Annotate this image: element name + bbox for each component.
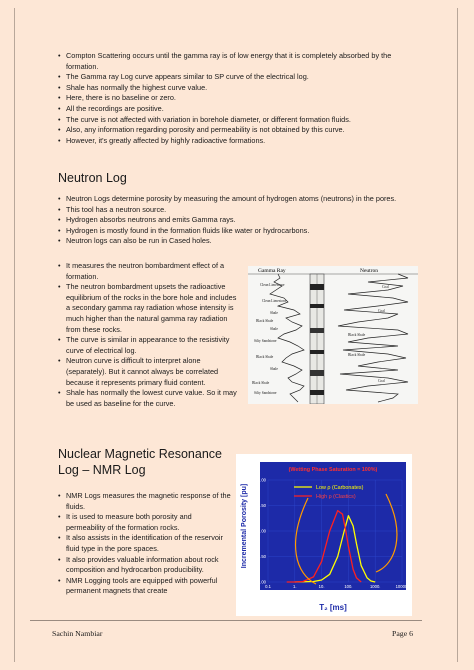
list-item: • This tool has a neutron source. [56, 205, 424, 216]
list-item: • Shale has normally the lowest curve value. So it may be used as baseline for the curve. [56, 388, 242, 409]
list-item: • Hydrogen is mostly found in the formation fluids like water or hydrocarbons. [56, 226, 424, 237]
lithology-label: Black Shale [256, 355, 274, 359]
lithology-label: Shale [270, 311, 278, 315]
x-axis-label: T₂ [ms] [319, 603, 347, 612]
y-tick-label: 1.00 [257, 528, 266, 534]
plot-area [257, 462, 406, 590]
legend-label-high: High ρ (Clastics) [316, 494, 356, 500]
list-item: • Shale has normally the highest curve value. [56, 83, 424, 94]
log-header-right: Neutron [360, 268, 379, 274]
list-item: • The neutron bombardment upsets the radioactive equilibrium of the rocks in the bore hole and includes a secondary gamma ray radiation whose intensity is much higher than the natural gamma ray radiation from these rocks. [56, 282, 242, 335]
list-item: • Hydrogen absorbs neutrons and emits Gamma rays. [56, 215, 424, 226]
lithology-label: Clean Limestone [262, 299, 287, 303]
nmr-heading-line1: Nuclear Magnetic Resonance [58, 447, 222, 461]
x-tick-label: 10000. [395, 584, 409, 589]
lithology-label: Clean Limestone [260, 283, 285, 287]
lithology-label: Black Shale [348, 353, 366, 357]
list-item: • It is used to measure both porosity and permeability of the formation rocks. [56, 512, 232, 533]
list-item: • The curve is similar in appearance to the resistivity curve of electrical log. [56, 335, 242, 356]
nmr-bullet-list [56, 491, 232, 597]
y-tick-label: 2.00 [257, 477, 266, 483]
lithology-label: Silty Sandstone [254, 339, 277, 343]
footer-author: Sachin Nambiar [52, 629, 103, 638]
list-item: • Here, there is no baseline or zero. [56, 93, 424, 104]
lithology-label: Black Shale [252, 381, 270, 385]
y-axis-label: Incremental Porosity [pu] [241, 483, 248, 569]
gamma-ray-bullet-list [56, 51, 424, 146]
list-item: • Neutron Logs determine porosity by measuring the amount of hydrogen atoms (neutrons) in the pores. [56, 194, 424, 205]
lithology-block [310, 304, 324, 308]
y-tick-label: 0.00 [257, 579, 266, 585]
lithology-block [310, 328, 324, 333]
list-item: • The curve is not affected with variation in borehole diameter, or different formation fluids. [56, 115, 424, 126]
neutron-bullet-list-narrow [56, 261, 242, 409]
lithology-block [310, 370, 324, 376]
lithology-label: Shale [270, 367, 278, 371]
list-item: • Also, any information regarding porosity and permeability is not obtained by this curve. [56, 125, 424, 136]
log-header-left: Gamma Ray [258, 268, 286, 274]
lithology-label: Shale [270, 327, 278, 331]
nmr-t2-chart [236, 454, 412, 616]
lithology-block [310, 284, 324, 290]
lithology-label: Black Shale [256, 319, 274, 323]
list-item: • All the recordings are positive. [56, 104, 424, 115]
list-item: • The Gamma ray Log curve appears similar to SP curve of the electrical log. [56, 72, 424, 83]
neutron-bullet-list-top [56, 194, 424, 247]
nmr-heading-line2: Log – NMR Log [58, 463, 146, 477]
x-tick-label: 0.1 [265, 584, 271, 589]
list-item: • Neutron curve is difficult to interpret alone (separately). But it cannot always be correlated because it represents primary fluid content. [56, 356, 242, 388]
list-item: • It measures the neutron bombardment effect of a formation. [56, 261, 242, 282]
list-item: • However, it's greatly affected by highly radioactive formations. [56, 136, 424, 147]
chart-title: (Wetting Phase Saturation = 100%) [288, 467, 378, 473]
nmr-chart-svg [236, 454, 412, 616]
lithology-label: Coal [378, 379, 385, 383]
log-figure-svg [248, 266, 418, 404]
y-tick-label: 1.50 [257, 503, 266, 509]
list-item: • It also provides valuable information about rock composition and hydrocarbon producibility. [56, 555, 232, 576]
lithology-label: Coal [382, 285, 389, 289]
x-tick-label: 1. [293, 584, 297, 589]
list-item: • It also assists in the identification of the reservoir fluid type in the pore spaces. [56, 533, 232, 554]
x-tick-label: 1000. [369, 584, 381, 589]
lithology-label: Silty Sandstone [254, 391, 277, 395]
list-item: • Neutron logs can also be run in Cased holes. [56, 236, 424, 247]
nmr-log-heading [58, 446, 228, 478]
lithology-block [310, 390, 324, 395]
list-item: • Compton Scattering occurs until the gamma ray is of low energy that it is completely absorbed by the formation. [56, 51, 424, 72]
footer-divider [30, 620, 422, 621]
x-tick-label: 10. [318, 584, 325, 589]
lithology-label: Black Shale [348, 333, 366, 337]
neutron-log-heading: Neutron Log [58, 171, 127, 185]
y-tick-label: 0.50 [257, 554, 266, 560]
lithology-block [310, 350, 324, 354]
list-item: • NMR Logs measures the magnetic response of the fluids. [56, 491, 232, 512]
list-item: • NMR Logging tools are equipped with powerful permanent magnets that create [56, 576, 232, 597]
gamma-neutron-log-figure [248, 266, 418, 404]
lithology-label: Coal [378, 309, 385, 313]
x-tick-label: 100. [344, 584, 353, 589]
footer-page-number: Page 6 [392, 629, 414, 638]
legend-label-low: Low ρ (Carbonates) [316, 485, 364, 491]
